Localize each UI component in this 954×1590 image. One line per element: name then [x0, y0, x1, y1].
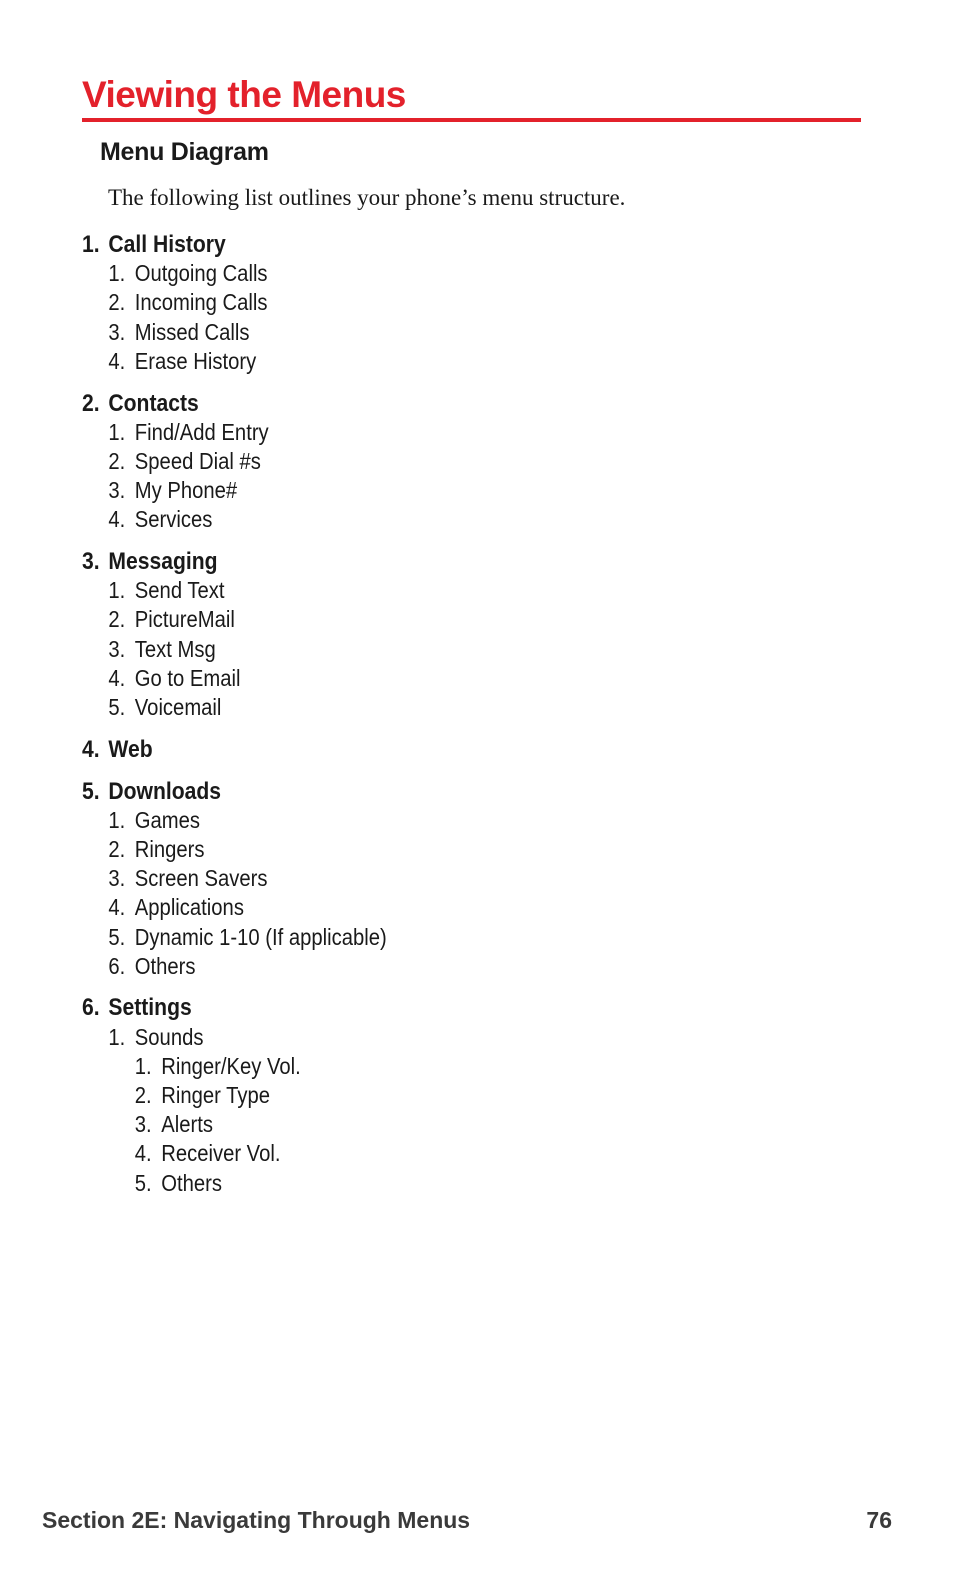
menu-diagram	[82, 230, 698, 1210]
submenu-number: 1.	[108, 577, 126, 604]
submenu-label: Dynamic 1-10 (If applicable)	[134, 923, 387, 950]
sub-submenu-item	[82, 1110, 698, 1139]
submenu-number: 2.	[108, 606, 126, 633]
sub-submenu-item	[82, 1081, 698, 1110]
intro-text: The following list outlines your phone’s menu structure.	[108, 185, 626, 210]
menu-label: Messaging	[108, 548, 218, 576]
footer-section-title: Section 2E: Navigating Through Menus	[42, 1507, 471, 1533]
submenu-label: Ringers	[134, 835, 205, 862]
menu-number: 4.	[82, 735, 100, 763]
menu-number: 1.	[82, 231, 100, 258]
sub-submenu-item	[82, 1052, 698, 1081]
submenu-label: Missed Calls	[134, 318, 250, 345]
sub-submenu-number: 5.	[134, 1169, 152, 1196]
submenu-item	[82, 259, 698, 288]
submenu-label: Find/Add Entry	[134, 418, 269, 445]
submenu-item	[82, 693, 698, 722]
submenu-number: 5.	[108, 923, 126, 950]
submenu-label: Screen Savers	[134, 865, 268, 892]
submenu-number: 2.	[108, 835, 126, 862]
menu-label: Contacts	[108, 389, 199, 417]
submenu-item	[82, 923, 698, 952]
submenu-number: 2.	[108, 289, 126, 316]
submenu-item	[82, 447, 698, 476]
submenu-item	[82, 576, 698, 605]
menu-group-downloads	[82, 777, 698, 981]
menu-item-settings	[82, 993, 698, 1022]
sub-submenu-number: 4.	[134, 1140, 152, 1167]
submenu-item	[82, 664, 698, 693]
sub-submenu-item	[82, 1139, 698, 1168]
menu-label: Call History	[108, 231, 226, 258]
submenu-label: Go to Email	[134, 664, 241, 691]
submenu-item	[82, 476, 698, 505]
submenu-number: 4.	[108, 506, 126, 533]
submenu-label: Text Msg	[134, 635, 216, 662]
menu-item-contacts	[82, 389, 698, 418]
menu-item-web	[82, 735, 698, 764]
submenu-number: 4.	[108, 347, 126, 374]
section-heading: Menu Diagram	[100, 138, 269, 166]
submenu-number: 1.	[108, 1023, 126, 1050]
menu-label: Settings	[108, 994, 192, 1022]
sub-submenu-label: Receiver Vol.	[161, 1140, 281, 1167]
title-rule	[82, 118, 861, 122]
sub-submenu-number: 1.	[134, 1052, 152, 1079]
submenu-number: 3.	[108, 318, 126, 345]
menu-item-messaging	[82, 547, 698, 576]
submenu-number: 2.	[108, 447, 126, 474]
submenu-label: Send Text	[134, 577, 225, 604]
menu-number: 6.	[82, 994, 100, 1022]
submenu-number: 4.	[108, 664, 126, 691]
menu-label: Downloads	[108, 777, 222, 805]
submenu-number: 5.	[108, 694, 126, 720]
submenu-number: 1.	[108, 418, 126, 445]
submenu-label: Voicemail	[134, 694, 222, 720]
submenu-number: 6.	[108, 952, 126, 979]
submenu-label: Applications	[134, 894, 244, 921]
submenu-label: Sounds	[134, 1023, 204, 1050]
submenu-number: 1.	[108, 260, 126, 287]
menu-group-call-history	[82, 230, 698, 376]
submenu-item	[82, 288, 698, 317]
submenu-item	[82, 1023, 698, 1052]
menu-group-settings	[82, 993, 698, 1197]
submenu-label: Speed Dial #s	[134, 447, 261, 474]
menu-group-contacts	[82, 389, 698, 535]
submenu-item	[82, 318, 698, 347]
menu-number: 2.	[82, 389, 100, 417]
submenu-label: Games	[134, 806, 201, 833]
sub-submenu-label: Ringer/Key Vol.	[161, 1052, 301, 1079]
submenu-item	[82, 952, 698, 981]
submenu-item	[82, 505, 698, 534]
submenu-item	[82, 605, 698, 634]
menu-item-downloads	[82, 777, 698, 806]
sub-submenu-label: Alerts	[161, 1111, 213, 1138]
submenu-label: My Phone#	[134, 477, 238, 504]
submenu-item	[82, 835, 698, 864]
submenu-item	[82, 806, 698, 835]
submenu-item	[82, 347, 698, 376]
submenu-label: Services	[134, 506, 213, 533]
submenu-item	[82, 635, 698, 664]
menu-number: 5.	[82, 777, 100, 805]
submenu-label: Erase History	[134, 347, 257, 374]
page-title: Viewing the Menus	[82, 74, 406, 115]
sub-submenu-number: 3.	[134, 1111, 152, 1138]
sub-submenu-label: Others	[161, 1169, 222, 1196]
submenu-number: 3.	[108, 635, 126, 662]
menu-label: Web	[108, 735, 153, 763]
submenu-item	[82, 893, 698, 922]
submenu-label: Outgoing Calls	[134, 260, 268, 287]
menu-number: 3.	[82, 548, 100, 576]
submenu-item	[82, 418, 698, 447]
submenu-item	[82, 864, 698, 893]
menu-group-web	[82, 735, 698, 764]
submenu-number: 4.	[108, 894, 126, 921]
submenu-number: 1.	[108, 806, 126, 833]
submenu-number: 3.	[108, 477, 126, 504]
menu-group-messaging	[82, 547, 698, 722]
sub-submenu-item	[82, 1169, 698, 1198]
submenu-label: Others	[134, 952, 196, 979]
submenu-label: Incoming Calls	[134, 289, 268, 316]
submenu-label: PictureMail	[134, 606, 235, 633]
footer-page-number: 76	[866, 1507, 892, 1533]
menu-item-call-history	[82, 230, 698, 259]
sub-submenu-label: Ringer Type	[161, 1082, 270, 1109]
submenu-number: 3.	[108, 865, 126, 892]
sub-submenu-number: 2.	[134, 1082, 152, 1109]
